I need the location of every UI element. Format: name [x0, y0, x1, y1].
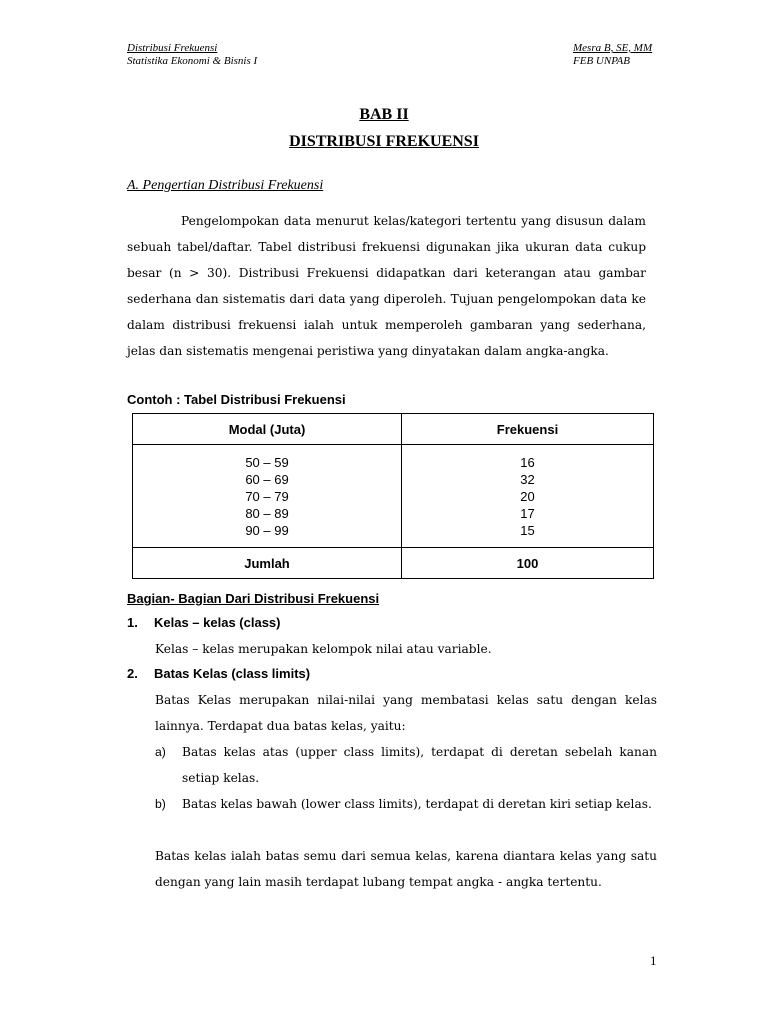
header-modal: Modal (Juta)	[133, 414, 402, 445]
total-value: 100	[402, 548, 654, 579]
table-header-row	[133, 414, 654, 445]
frequency-value: 32	[520, 471, 535, 487]
header-author: Mesra B, SE, MM	[573, 42, 653, 54]
item-2-title: Batas Kelas (class limits)	[154, 666, 311, 681]
frequency-cell	[402, 445, 654, 548]
header-course-topic: Distribusi Frekuensi	[127, 42, 218, 54]
table-total-row	[133, 548, 654, 579]
running-header-left	[127, 42, 257, 68]
table-body-row	[133, 445, 654, 548]
chapter-number: BAB II	[359, 106, 409, 123]
frequency-value: 20	[520, 488, 535, 504]
example-label: Contoh : Tabel Distribusi Frekuensi	[127, 392, 346, 407]
interval-value: 90 – 99	[245, 522, 289, 538]
item-1-heading	[127, 615, 280, 630]
total-label: Jumlah	[133, 548, 402, 579]
parts-heading: Bagian- Bagian Dari Distribusi Frekuensi	[127, 591, 380, 606]
frequency-value: 17	[520, 505, 535, 521]
interval-value: 80 – 89	[245, 505, 289, 521]
running-header-right	[573, 42, 652, 68]
frequency-value: 15	[520, 522, 535, 538]
header-course-name: Statistika Ekonomi & Bisnis I	[127, 55, 258, 67]
sub-item-b-text: Batas kelas bawah (lower class limits), terdapat di deretan kiri setiap kelas.	[182, 797, 652, 811]
item-1-text: Kelas – kelas merupakan kelompok nilai atau variable.	[155, 642, 492, 656]
class-interval-cell	[133, 445, 402, 548]
header-frekuensi: Frekuensi	[402, 414, 654, 445]
item-2-text: Batas Kelas merupakan nilai-nilai yang membatasi kelas satu dengan kelas lainnya. Terdapat dua batas kelas, yaitu:	[155, 693, 657, 733]
sub-item-a-marker: a)	[155, 745, 166, 759]
item-2-heading	[127, 666, 310, 681]
header-institution: FEB UNPAB	[573, 55, 630, 67]
interval-value: 50 – 59	[245, 454, 289, 470]
page-number: 1	[650, 953, 657, 968]
frequency-table	[132, 413, 654, 579]
sub-item-a-text: Batas kelas atas (upper class limits), terdapat di deretan sebelah kanan setiap kelas.	[182, 745, 657, 785]
frequency-value: 16	[520, 454, 535, 470]
sub-item-b-marker: b)	[155, 797, 166, 811]
item-2-closing-text: Batas kelas ialah batas semu dari semua kelas, karena diantara kelas yang satu dengan yang lain masih terdapat lubang tempat angka - angka tertentu.	[155, 849, 657, 889]
section-a-heading: A. Pengertian Distribusi Frekuensi	[127, 178, 324, 193]
item-1-title: Kelas – kelas (class)	[154, 615, 281, 630]
item-1-number: 1.	[127, 615, 138, 630]
interval-value: 60 – 69	[245, 471, 289, 487]
interval-value: 70 – 79	[245, 488, 289, 504]
chapter-title: DISTRIBUSI FREKUENSI	[289, 133, 479, 150]
item-2-number: 2.	[127, 666, 138, 681]
intro-paragraph: Pengelompokan data menurut kelas/kategori tertentu yang disusun dalam sebuah tabel/daftar. Tabel distribusi frekuensi digunakan jika ukuran data cukup besar (n > 30). Distribusi Frekuensi didapatkan dari keterangan atau gambar sederhana dan sistematis dari data yang diperoleh. Tujuan pengelompokan data ke dalam distribusi frekuensi ialah untuk memperoleh gambaran yang sederhana, jelas dan sistematis mengenai peristiwa yang dinyatakan dalam angka-angka.	[127, 214, 646, 358]
